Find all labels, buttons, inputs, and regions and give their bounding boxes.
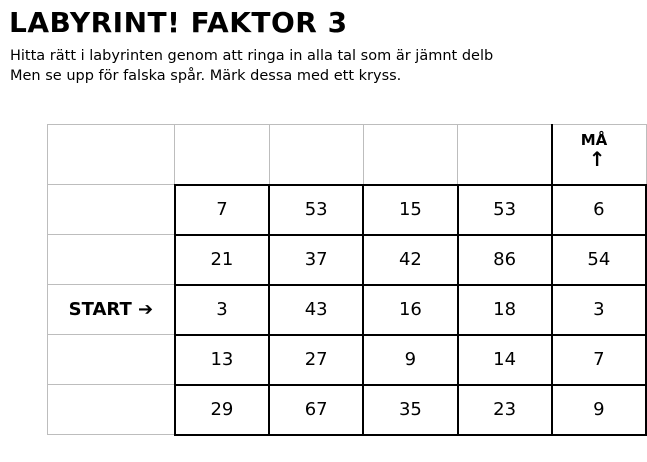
exit-label: MÅ [580,131,608,150]
arrow-up-icon: ↑ [588,147,606,172]
maze-cell[interactable]: 43 [269,285,363,335]
maze-cell[interactable]: 14 [458,335,552,385]
header-corner-cell [48,125,175,185]
maze-cell[interactable]: 37 [269,235,363,285]
start-cell [48,285,175,335]
maze-cell[interactable]: 29 [175,385,269,435]
maze-row [48,385,647,435]
maze-cell[interactable]: 15 [363,185,457,235]
instruction-line-2: Men se upp för falska spår. Märk dessa med ett kryss. [10,68,402,84]
maze-cell[interactable]: 53 [269,185,363,235]
maze-row [48,235,647,285]
maze-cell[interactable]: 42 [363,235,457,285]
header-cell [175,125,269,185]
maze-cell[interactable]: 13 [175,335,269,385]
arrow-right-icon: ➔ [138,299,154,320]
header-cell [363,125,457,185]
instruction-line-1: Hitta rätt i labyrinten genom att ringa in alla tal som är jämnt delb [10,48,494,64]
maze-row [48,285,647,335]
maze-cell[interactable]: 54 [552,235,646,285]
maze-cell[interactable]: 6 [552,185,646,235]
header-row [48,125,647,185]
maze-cell[interactable]: 3 [552,285,646,335]
maze-cell[interactable]: 3 [175,285,269,335]
maze-cell[interactable]: 27 [269,335,363,385]
header-cell [269,125,363,185]
maze-cell[interactable]: 7 [552,335,646,385]
maze-cell[interactable]: 67 [269,385,363,435]
maze-cell[interactable]: 21 [175,235,269,285]
row-label-cell [48,335,175,385]
maze-cell[interactable]: 16 [363,285,457,335]
row-label-cell [48,385,175,435]
instructions [10,46,600,86]
header-cell [458,125,552,185]
maze-cell[interactable]: 53 [458,185,552,235]
maze-row [48,185,647,235]
maze-cell[interactable]: 86 [458,235,552,285]
page-title: LABYRINT! FAKTOR 3 [9,6,348,39]
maze-cell[interactable]: 35 [363,385,457,435]
maze-cell[interactable]: 18 [458,285,552,335]
maze-grid [47,124,611,437]
exit-cell [552,125,646,185]
row-label-cell [48,185,175,235]
row-label-cell [48,235,175,285]
maze-cell[interactable]: 7 [175,185,269,235]
maze-cell[interactable]: 9 [552,385,646,435]
maze-table [47,124,647,436]
start-label: START [68,299,132,320]
maze-row [48,335,647,385]
maze-cell[interactable]: 23 [458,385,552,435]
maze-cell[interactable]: 9 [363,335,457,385]
